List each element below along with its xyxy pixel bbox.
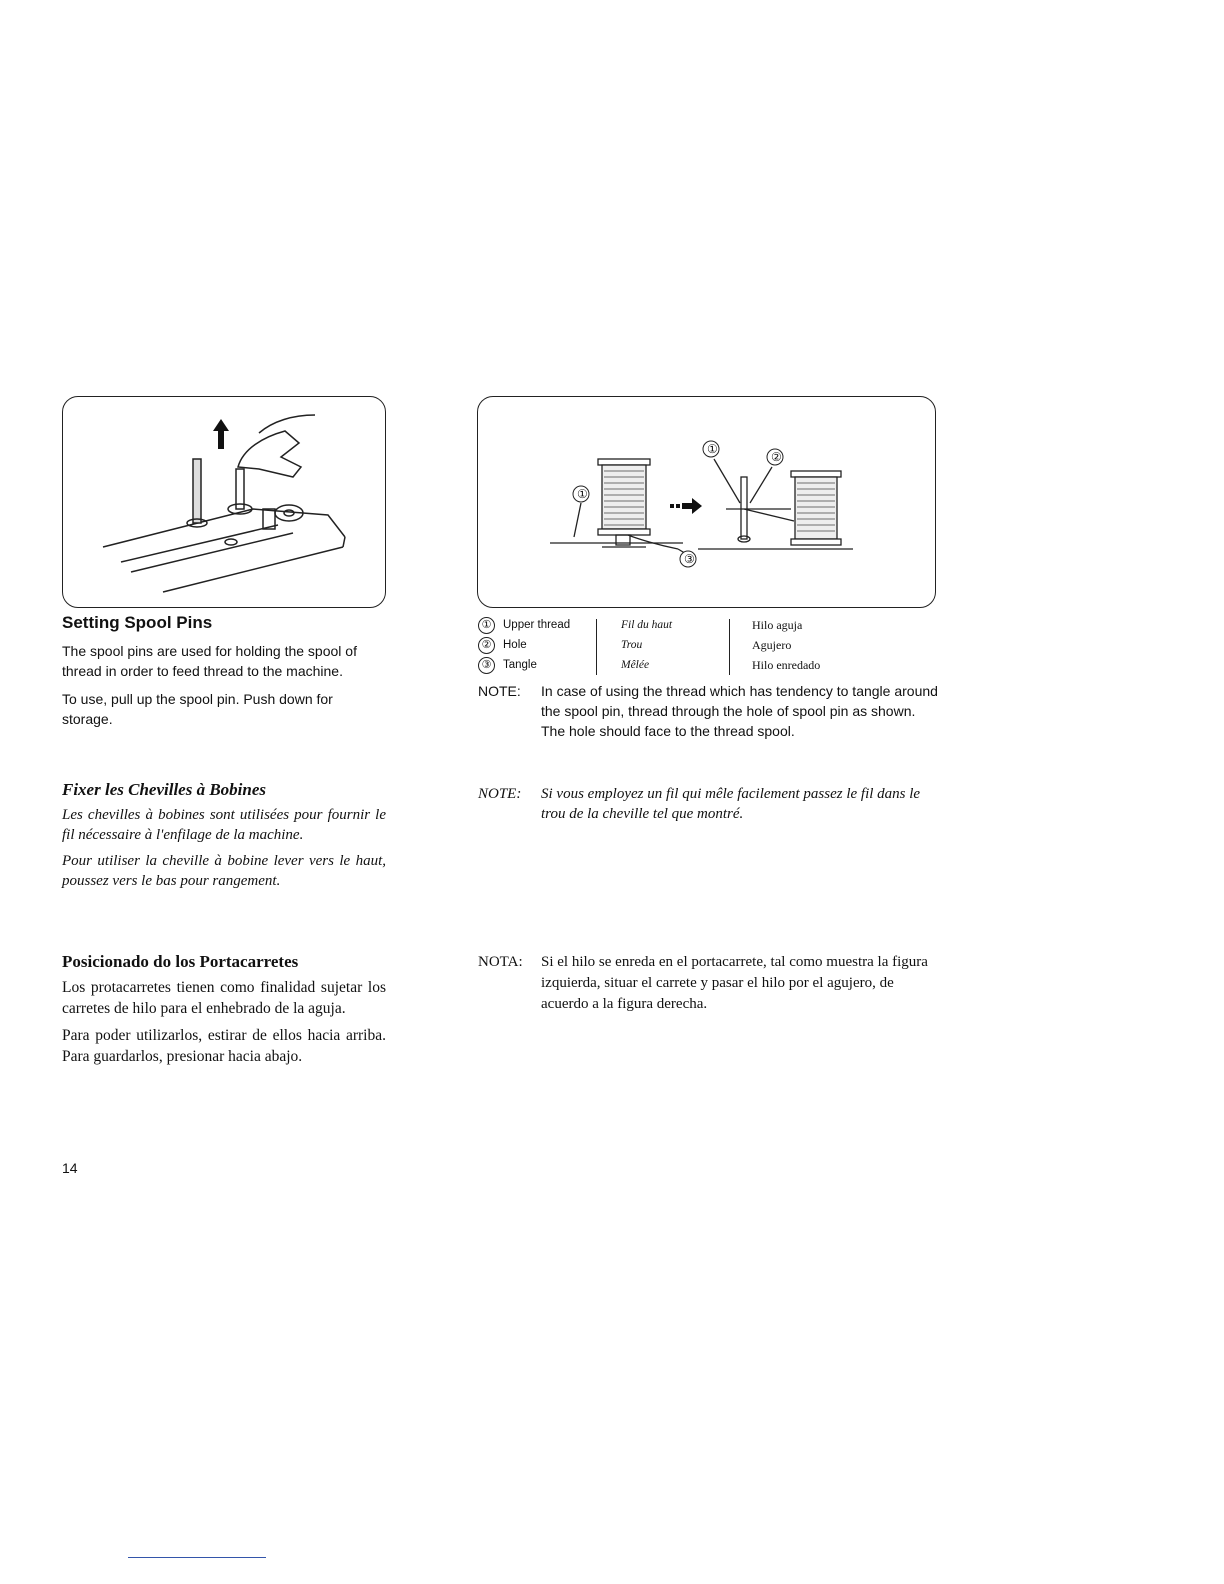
- legend-fr-1: Fil du haut: [621, 619, 673, 631]
- legend-number-2: ②: [478, 637, 495, 654]
- english-paragraph-1: The spool pins are used for holding the spool of thread in order to feed thread to the machine.: [62, 643, 357, 679]
- figure-legend: [478, 615, 820, 675]
- page-number: 14: [62, 1160, 78, 1176]
- callout-2: ②: [771, 450, 782, 464]
- french-note-label: NOTE:: [478, 786, 522, 802]
- legend-number-1: ①: [478, 617, 495, 634]
- spanish-paragraph-2: Para poder utilizarlos, estirar de ellos hacia arriba. Para guardarlos, presionar hacia abajo.: [62, 1027, 386, 1065]
- legend-es-1: Hilo aguja: [752, 617, 803, 632]
- legend-fr-3: Mêlée: [621, 659, 650, 671]
- spool-pin-illustration: [63, 397, 385, 607]
- english-note-text: In case of using the thread which has tendency to tangle around the spool pin, thread through the hole of spool pin as shown. The hole should face to the thread spool.: [541, 683, 938, 739]
- english-note: [478, 681, 938, 741]
- spanish-paragraph-1: Los protacarretes tienen como finalidad sujetar los carretes de hilo para el enhebrado de la aguja.: [62, 979, 386, 1017]
- legend-en-1: Upper thread: [503, 619, 571, 631]
- figure-thread-hole: [477, 396, 936, 608]
- french-note-text: Si vous employez un fil qui mêle facilement passez le fil dans le trou de la cheville tel que montré.: [541, 786, 921, 822]
- thread-hole-illustration: [478, 397, 935, 607]
- french-paragraph-1: Les chevilles à bobines sont utilisées pour fournir le fil nécessaire à l'enfilage de la machine.: [62, 807, 386, 843]
- callout-1-right: ①: [707, 442, 718, 456]
- french-note: [478, 784, 938, 824]
- english-paragraph-2: To use, pull up the spool pin. Push down for storage.: [62, 691, 333, 727]
- spanish-title: Posicionado do los Portacarretes: [62, 952, 299, 971]
- english-title: Setting Spool Pins: [62, 613, 213, 632]
- spanish-note-text: Si el hilo se enreda en el portacarrete, tal como muestra la figura izquierda, situar el carrete y pasar el hilo por el agujero, de acuerdo a la figura derecha.: [541, 954, 928, 1012]
- legend-fr-2: Trou: [621, 639, 643, 651]
- arrow-up-icon: [213, 419, 229, 449]
- figure-spool-pins: [62, 396, 386, 608]
- spanish-note: [478, 952, 938, 1015]
- spanish-note-label: NOTA:: [478, 954, 523, 970]
- callout-3: ③: [684, 552, 695, 566]
- french-paragraph-2: Pour utiliser la cheville à bobine lever vers le haut, poussez vers le bas pour rangement.: [62, 853, 386, 889]
- legend-es-3: Hilo enredado: [752, 657, 821, 672]
- legend-es-2: Agujero: [752, 637, 792, 652]
- french-title: Fixer les Chevilles à Bobines: [62, 780, 266, 799]
- bottom-rule: [128, 1557, 266, 1558]
- legend-number-3: ③: [478, 657, 495, 674]
- arrow-right-icon: [670, 498, 702, 514]
- callout-1-left: ①: [577, 487, 588, 501]
- legend-en-3: Tangle: [503, 659, 537, 671]
- legend-en-2: Hole: [503, 639, 527, 651]
- english-note-label: NOTE:: [478, 683, 521, 699]
